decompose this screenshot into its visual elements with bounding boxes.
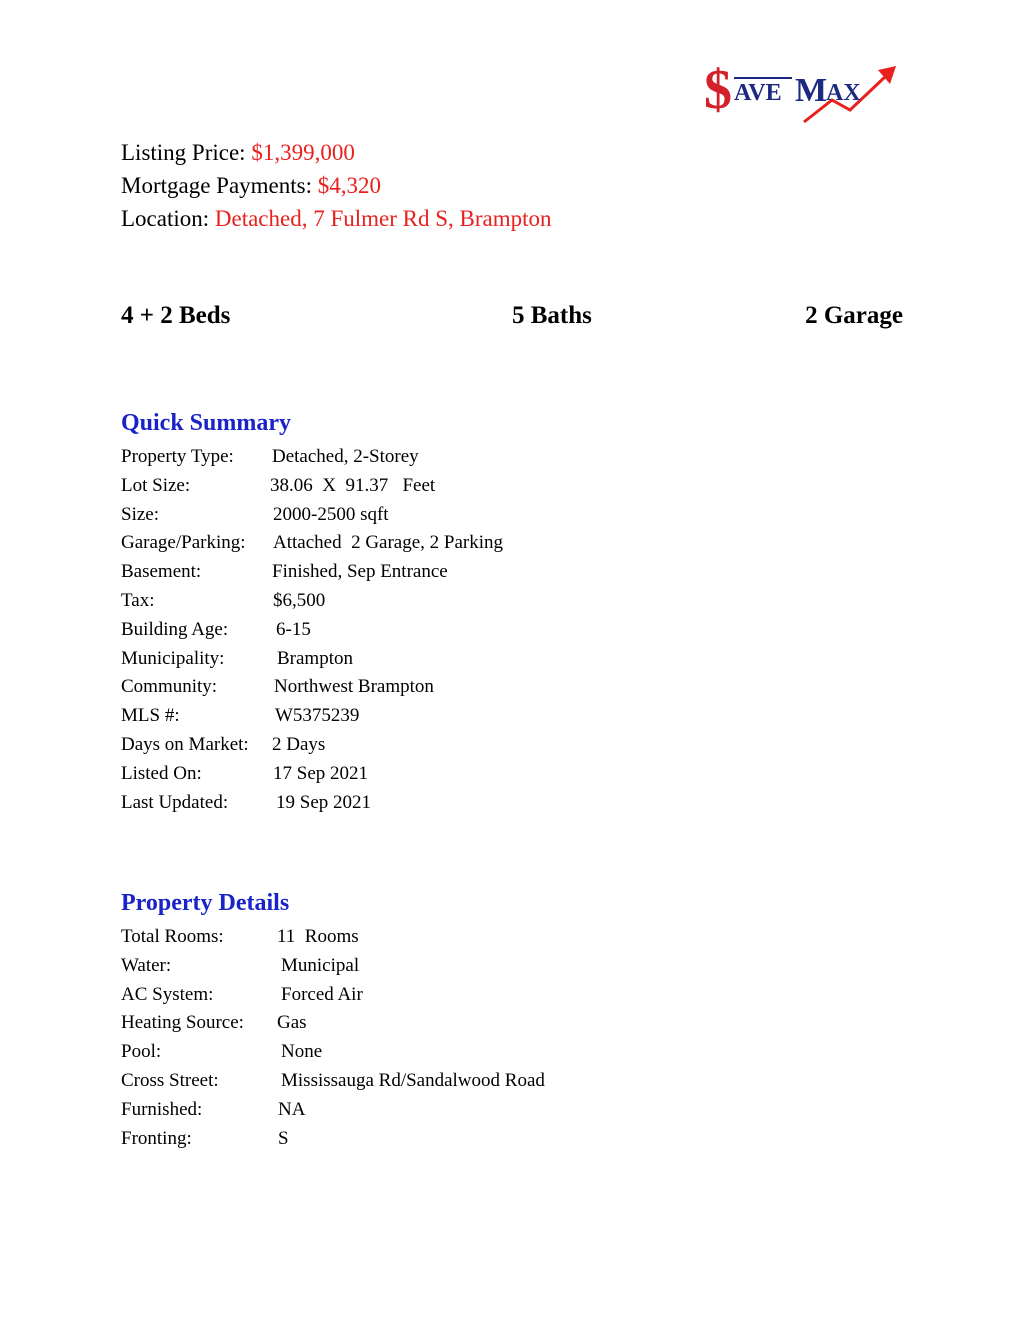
info-row-value: Finished, Sep Entrance — [272, 561, 448, 583]
info-row-value: None — [281, 1041, 323, 1063]
info-row-value: Detached, 2-Storey — [272, 446, 419, 467]
info-row-label: Furnished: — [121, 1098, 203, 1120]
info-row-value: Mississauga Rd/Sandalwood Road — [281, 1069, 545, 1091]
info-row-label: Listed On: — [121, 762, 202, 784]
info-row-label: Municipality: — [121, 647, 225, 669]
stat-beds: 4 + 2 Beds — [121, 302, 231, 329]
location-value: Detached, 7 Fulmer Rd S, Brampton — [214, 206, 552, 231]
logo-text-ax: AX — [826, 80, 861, 106]
info-row-value: 2000-2500 sqft — [273, 503, 389, 525]
info-row-value: NA — [278, 1098, 306, 1120]
info-row-label: Water: — [121, 954, 172, 976]
info-row-label: Heating Source: — [121, 1012, 244, 1034]
stats-row — [121, 302, 903, 336]
info-row-value: Municipal — [281, 954, 360, 976]
savemax-logo — [700, 60, 905, 130]
mortgage-value: $4,320 — [317, 173, 381, 198]
info-row-label: Garage/Parking: — [121, 532, 246, 554]
logo-text-m: M — [795, 72, 828, 109]
stat-garage: 2 Garage — [805, 302, 903, 329]
listing-price-label: Listing Price: — [121, 140, 246, 165]
info-row-label: Building Age: — [121, 618, 229, 640]
info-row-label: Size: — [121, 503, 159, 525]
info-row-value: $6,500 — [273, 589, 326, 611]
info-row-label: Last Updated: — [121, 791, 229, 813]
info-row-label: Community: — [121, 676, 218, 698]
location-label: Location: — [121, 206, 210, 231]
location-line — [121, 202, 552, 235]
stat-baths: 5 Baths — [512, 302, 592, 329]
info-row-value: 2 Days — [272, 733, 326, 755]
info-row-value: Brampton — [277, 647, 353, 669]
info-row-value: W5375239 — [275, 705, 360, 727]
mortgage-label: Mortgage Payments: — [121, 173, 312, 198]
info-row-label: Tax: — [121, 589, 155, 611]
info-row-value: Gas — [277, 1012, 307, 1034]
info-row-label: Pool: — [121, 1041, 162, 1063]
info-row-label: Lot Size: — [121, 474, 191, 496]
info-row-label: Total Rooms: — [121, 926, 224, 947]
info-row-label: Property Type: — [121, 446, 234, 467]
quick-summary-title: Quick Summary — [121, 410, 292, 436]
property-details-title: Property Details — [121, 890, 290, 916]
info-row-value: Northwest Brampton — [274, 676, 434, 698]
info-row-value: Attached 2 Garage, 2 Parking — [273, 532, 504, 554]
info-row-value: 17 Sep 2021 — [273, 762, 368, 784]
info-row-value: 11 Rooms — [277, 926, 359, 947]
info-row-label: Cross Street: — [121, 1069, 219, 1091]
info-row-label: MLS #: — [121, 705, 180, 727]
info-row-value: Forced Air — [281, 983, 363, 1005]
listing-price-value: $1,399,000 — [251, 140, 355, 165]
info-row-value: S — [278, 1127, 289, 1149]
info-row-value: 38.06 X 91.37 Feet — [270, 474, 436, 496]
logo-dollar: $ — [704, 59, 732, 121]
info-row-label: Basement: — [121, 561, 202, 583]
listing-header — [121, 136, 552, 235]
info-row-label: AC System: — [121, 983, 214, 1005]
info-row-label: Fronting: — [121, 1127, 192, 1149]
info-row-label: Days on Market: — [121, 733, 249, 755]
mortgage-line — [121, 169, 552, 202]
logo-text-ave: AVE — [734, 80, 782, 106]
info-row-value: 6-15 — [276, 618, 311, 640]
info-row-value: 19 Sep 2021 — [276, 791, 371, 813]
listing-price-line — [121, 136, 552, 169]
